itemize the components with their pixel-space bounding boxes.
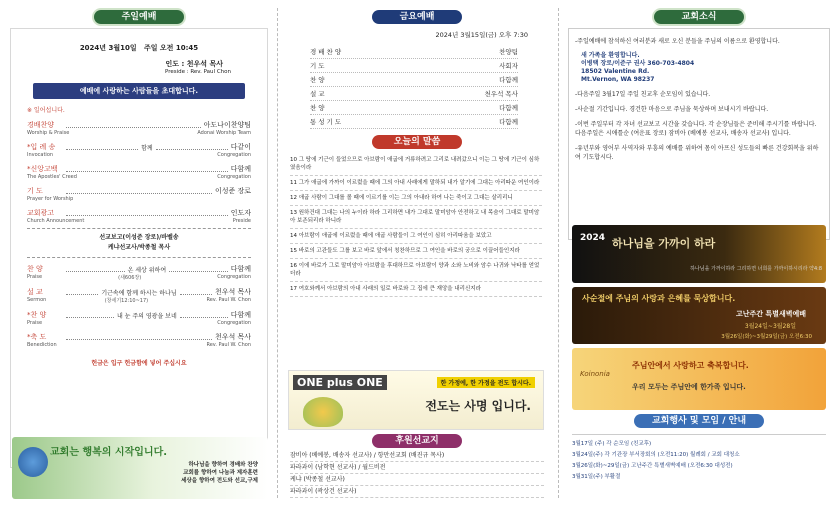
order-row: [27, 186, 251, 196]
evangelism-ad: [288, 370, 544, 430]
one-plus-one-logo: ONE plus ONE: [293, 375, 387, 390]
word-title: 오늘의 말씀: [372, 135, 462, 149]
banner-line-1: 하나님을 향하여 경배와 찬양: [188, 462, 258, 468]
welcome-banner: 예배에 사랑하는 사람들을 초대합니다.: [33, 83, 245, 99]
news-item-4: -이번 주일부터 각 자녀 선교보고 시간을 갖습니다. 각 순장님들은 준비해 주시기를 바랍니다. 다음주일은 시애틀순 (여운표 장로) 잠비아 (베예봉 선교사, 배송자 선교사) 입니다.: [575, 121, 817, 137]
church-logo-icon: [18, 447, 48, 477]
order-list: [27, 120, 251, 224]
news-item-2: -다음주일 3월17일 주일 친교후 순모임이 있습니다.: [575, 91, 711, 98]
order-item: [27, 120, 251, 136]
order-en-name: Church Announcement: [27, 218, 85, 224]
order-leader: 다함께: [230, 311, 251, 319]
friday-row: [310, 115, 518, 129]
order-content: 내 눈 주의 영광을 보네: [116, 313, 177, 320]
friday-item: 찬양: [310, 76, 327, 84]
order-dots: [66, 339, 212, 340]
order-item: [27, 264, 251, 281]
order-ref: (창세기12:10~17): [104, 298, 149, 304]
friday-order: [310, 45, 518, 129]
order-list-2: [27, 264, 251, 348]
banner-verse: 하나님을 가까이하라 그리하면 너희를 가까이하시리라 약4:8: [690, 266, 822, 272]
order-dots: [180, 294, 212, 295]
news-box: [568, 28, 830, 240]
order-row: [27, 287, 251, 297]
mission-item: 파라과이 (남학현 선교사) / 월드비전: [290, 462, 544, 474]
order-dots: [66, 149, 138, 150]
order-en-leader: Congregation: [217, 274, 251, 280]
order-english: [27, 274, 251, 281]
order-row: [27, 142, 251, 152]
order-dots: [66, 215, 228, 216]
koinonia-line-b: 우리 모두는 주님안에 한가족 입니다.: [632, 383, 746, 391]
new-family-address: 18502 Valentine Rd.: [581, 68, 650, 75]
banner-draw-near: [572, 225, 826, 283]
order-item: [27, 142, 251, 158]
order-name: 찬 양: [27, 265, 43, 273]
scripture-list: [290, 153, 542, 297]
order-item: [27, 287, 251, 304]
order-item: [27, 208, 251, 224]
order-en-leader: Congregation: [217, 152, 251, 158]
koinonia-logo: Koinonia: [580, 370, 610, 378]
order-en-name: Benediction: [27, 342, 57, 348]
order-name: *찬 양: [27, 311, 47, 319]
order-en-name: Praise: [27, 274, 43, 280]
order-content: 함께: [141, 145, 153, 152]
order-row: [27, 310, 251, 320]
church-banner-title: 교회는 행복의 시작입니다.: [50, 447, 168, 458]
sunday-service-title: 주일예배: [94, 10, 184, 24]
order-en-leader: Congregation: [217, 174, 251, 180]
order-dots: [66, 317, 114, 318]
news-title: 교회소식: [654, 10, 744, 24]
banner-line-3: 세상을 향하여 전도와 선교,구제: [181, 478, 258, 484]
friday-leader: 다함께: [499, 118, 518, 126]
friday-row: [310, 101, 518, 115]
event-item: 3월26일(화)~29일(금) 고난주간 특별새벽예배 (오전6:30 대성전): [572, 463, 733, 469]
offering-line-2: 케냐선교사/박종철 목사: [107, 244, 171, 251]
order-row: [27, 164, 251, 174]
order-leader: 천우석 목사: [214, 333, 251, 341]
event-item: 3월31일(주) 부활절: [572, 474, 621, 480]
mission-item: 파라과이 (곽상건 선교사): [290, 486, 544, 498]
mission-item: 잠비아 (베예봉, 배송자 선교사) / 항만선교회 (배진규 목사): [290, 450, 544, 462]
friday-row: [310, 73, 518, 87]
order-en-name: Prayer for Worship: [27, 196, 74, 202]
order-item: [27, 310, 251, 326]
new-family-city: Mt.Vernon, WA 98237: [581, 76, 655, 83]
sunday-service-panel: [10, 0, 268, 507]
order-content: 기근속에 함께 하시는 하나님: [101, 290, 177, 297]
order-name: 기 도: [27, 187, 43, 195]
service-date: 2024년 3월10일: [79, 44, 137, 52]
banner-line-2: 교회를 향하여 나눔과 제자훈련: [183, 470, 258, 476]
order-english: [27, 174, 251, 180]
order-en-leader: Adonai Worship Team: [197, 130, 251, 136]
friday-item: 기도: [310, 62, 327, 70]
mission-title: 후원선교지: [372, 434, 462, 448]
order-leader: 천우석 목사: [214, 288, 252, 296]
order-content: 온 세상 위하여: [127, 267, 167, 274]
order-item: [27, 164, 251, 180]
order-leader: 인도자: [230, 209, 251, 217]
scripture-verse: 16 이에 바로가 그로 말미암아 아브람을 후대하므로 아브람이 양과 소와 노비와 암수 나귀와 낙타를 얻었더라: [290, 259, 542, 282]
order-en-leader: Congregation: [217, 320, 251, 326]
lent-line-b: 3월24일~3월28일: [744, 323, 796, 330]
friday-item: 통성기도: [310, 118, 344, 126]
friday-leader: 다함께: [499, 104, 518, 112]
new-family-name: 이병택 장로/이준구 권사 360-703-4804: [581, 60, 695, 67]
order-english: [27, 196, 251, 202]
news-item-3: -사순절 기간입니다. 경건한 마음으로 주님을 묵상하며 보내시기 바랍니다.: [575, 106, 769, 113]
friday-leader: 사회자: [499, 62, 518, 70]
friday-date: 2024년 3월15일(금) 오후 7:30: [435, 31, 528, 39]
banner-lent: [572, 287, 826, 344]
friday-service-title: 금요예배: [372, 10, 462, 24]
order-english: [27, 218, 251, 224]
scripture-verse: 17 여호와께서 아브람의 아내 사래의 일로 바로와 그 집에 큰 재앙을 내리신지라: [290, 282, 542, 297]
order-dots: [66, 127, 201, 128]
offering-line-1: 선교보고(이성준 장로)/바벨송: [99, 234, 179, 241]
service-time: 주일 오전 10:45: [143, 44, 199, 52]
order-ref: (새606장): [118, 275, 142, 281]
news-panel: [568, 0, 830, 507]
events-list: [572, 434, 826, 483]
order-item: [27, 186, 251, 202]
order-en-name: The Apostles' Creed: [27, 174, 77, 180]
leader-ko: 인도 : 천우석 목사: [165, 60, 223, 68]
order-name: 경배찬양: [27, 121, 55, 129]
order-dots: [169, 271, 228, 272]
koinonia-line-a: 주님안에서 사랑하고 축복합니다.: [632, 361, 749, 370]
friday-leader: 다함께: [499, 76, 518, 84]
order-name: *신앙고백: [27, 165, 58, 173]
order-dots: [66, 171, 228, 172]
order-dots: [156, 149, 228, 150]
mission-list: [290, 450, 544, 498]
order-leader: 이성준 장로: [214, 187, 251, 195]
friday-item: 찬양: [310, 104, 327, 112]
friday-item: 설교: [310, 90, 327, 98]
order-en-name: Sermon: [27, 297, 47, 303]
scripture-verse: 13 원하건대 그대는 나의 누이라 하라 그리하면 내가 그대로 말미암아 안전하고 내 목숨이 그대로 말미암아 보존되리라 하니라: [290, 206, 542, 229]
order-en-leader: Rev. Paul W. Chon: [206, 342, 251, 348]
order-leader: 다같이: [230, 143, 252, 151]
order-name: *축 도: [27, 333, 47, 341]
news-welcome: -주일예배에 참석하신 여러분과 새로 오신 분들을 주님의 이름으로 환영합니다.: [575, 38, 780, 45]
order-item: [27, 332, 251, 348]
offering-footnote: 헌금은 입구 헌금함에 넣어 주십시요: [91, 360, 187, 367]
order-row: [27, 332, 251, 342]
lent-line-c: 3월26일(화)~3월29일(금) 오전6:30: [721, 334, 812, 340]
order-en-leader: Preside: [232, 218, 251, 224]
order-row: [27, 264, 251, 274]
event-item: 3월17일 (주) 각 순모임 (친교후): [572, 441, 652, 447]
order-dots: [66, 294, 98, 295]
order-english: [27, 152, 251, 158]
friday-item: 경배찬양: [310, 48, 344, 56]
ad-small: 한 가정에, 한 가정을 전도 합시다.: [437, 377, 535, 388]
order-dots: [66, 193, 212, 194]
offering-note: [27, 233, 251, 253]
order-row: [27, 208, 251, 218]
banner-title: 하나님을 가까이 하라: [612, 237, 716, 250]
friday-leader: 천우석 목사: [484, 90, 518, 98]
scripture-verse: 15 바로의 고관들도 그를 보고 바로 앞에서 칭찬하므로 그 여인을 바로의 궁으로 이끌어들인지라: [290, 244, 542, 259]
scripture-verse: 14 아브람이 애굽에 이르렀을 때에 애굽 사람들이 그 여인이 심히 아리따움을 보았고: [290, 229, 542, 244]
friday-row: [310, 45, 518, 59]
order-english: [27, 130, 251, 136]
order-en-leader: Rev. Paul W. Chon: [206, 297, 251, 303]
scripture-verse: 10 그 땅에 기근이 들었으므로 아브람이 애굽에 거류하려고 그리로 내려갔으니 이는 그 땅에 기근이 심하였음이라: [290, 153, 542, 176]
order-english: [27, 320, 251, 326]
order-english: [27, 297, 251, 304]
order-name: *입 례 송: [27, 143, 56, 151]
ad-flower-icon: [303, 397, 343, 427]
order-leader: 다함께: [230, 265, 252, 273]
new-family-heading: 새 가족을 환영합니다.: [581, 52, 640, 59]
leader-en: Preside : Rev. Paul Chon: [164, 69, 231, 75]
order-dots: [66, 271, 125, 272]
order-leader: 아도나이찬양팀: [203, 121, 251, 129]
order-english: [27, 342, 251, 348]
order-leader: 다함께: [230, 165, 251, 173]
order-name: 설 교: [27, 288, 43, 296]
lent-line-a: 고난주간 특별새벽예배: [735, 310, 806, 318]
scripture-verse: 11 그가 애굽에 가까이 이르렀을 때에 그의 아내 사래에게 말하되 내가 알기에 그대는 아리따운 여인이라: [290, 176, 542, 191]
order-en-name: Invocation: [27, 152, 54, 158]
friday-panel: [286, 0, 548, 507]
friday-row: [310, 87, 518, 101]
standing-note: ※ 일어섭니다.: [27, 107, 65, 114]
lent-title: 사순절에 주님의 사랑과 은혜를 묵상합니다.: [582, 294, 736, 303]
order-name: 교회광고: [27, 209, 55, 217]
order-en-name: Worship & Praise: [27, 130, 70, 136]
ad-big: 전도는 사명 입니다.: [425, 399, 531, 413]
news-item-5: -유년부와 영어부 사역자와 부흥의 예배를 위하여 몸이 아프신 성도들의 빠른 건강회복을 위하여 기도합시다.: [575, 145, 819, 161]
mission-item: 케냐 (박종철 선교사): [290, 474, 544, 486]
scripture-verse: 12 애굽 사람이 그대를 볼 때에 이르기를 이는 그의 아내라 하여 나는 죽이고 그대는 살리리니: [290, 191, 542, 206]
order-dots: [180, 317, 228, 318]
order-row: [27, 120, 251, 130]
sunday-order-box: [10, 28, 268, 468]
friday-row: [310, 59, 518, 73]
order-en-name: Praise: [27, 320, 43, 326]
friday-leader: 찬양팀: [499, 48, 518, 56]
banner-year: 2024: [580, 233, 606, 243]
event-item: 3월24일(주) 각 기관장 부서장회의 (오전11:20) 월례회 / 교회 대청소: [572, 452, 740, 458]
events-title: 교회행사 및 모임 / 안내: [634, 414, 764, 428]
church-banner: [12, 437, 268, 499]
banner-koinonia: [572, 348, 826, 410]
